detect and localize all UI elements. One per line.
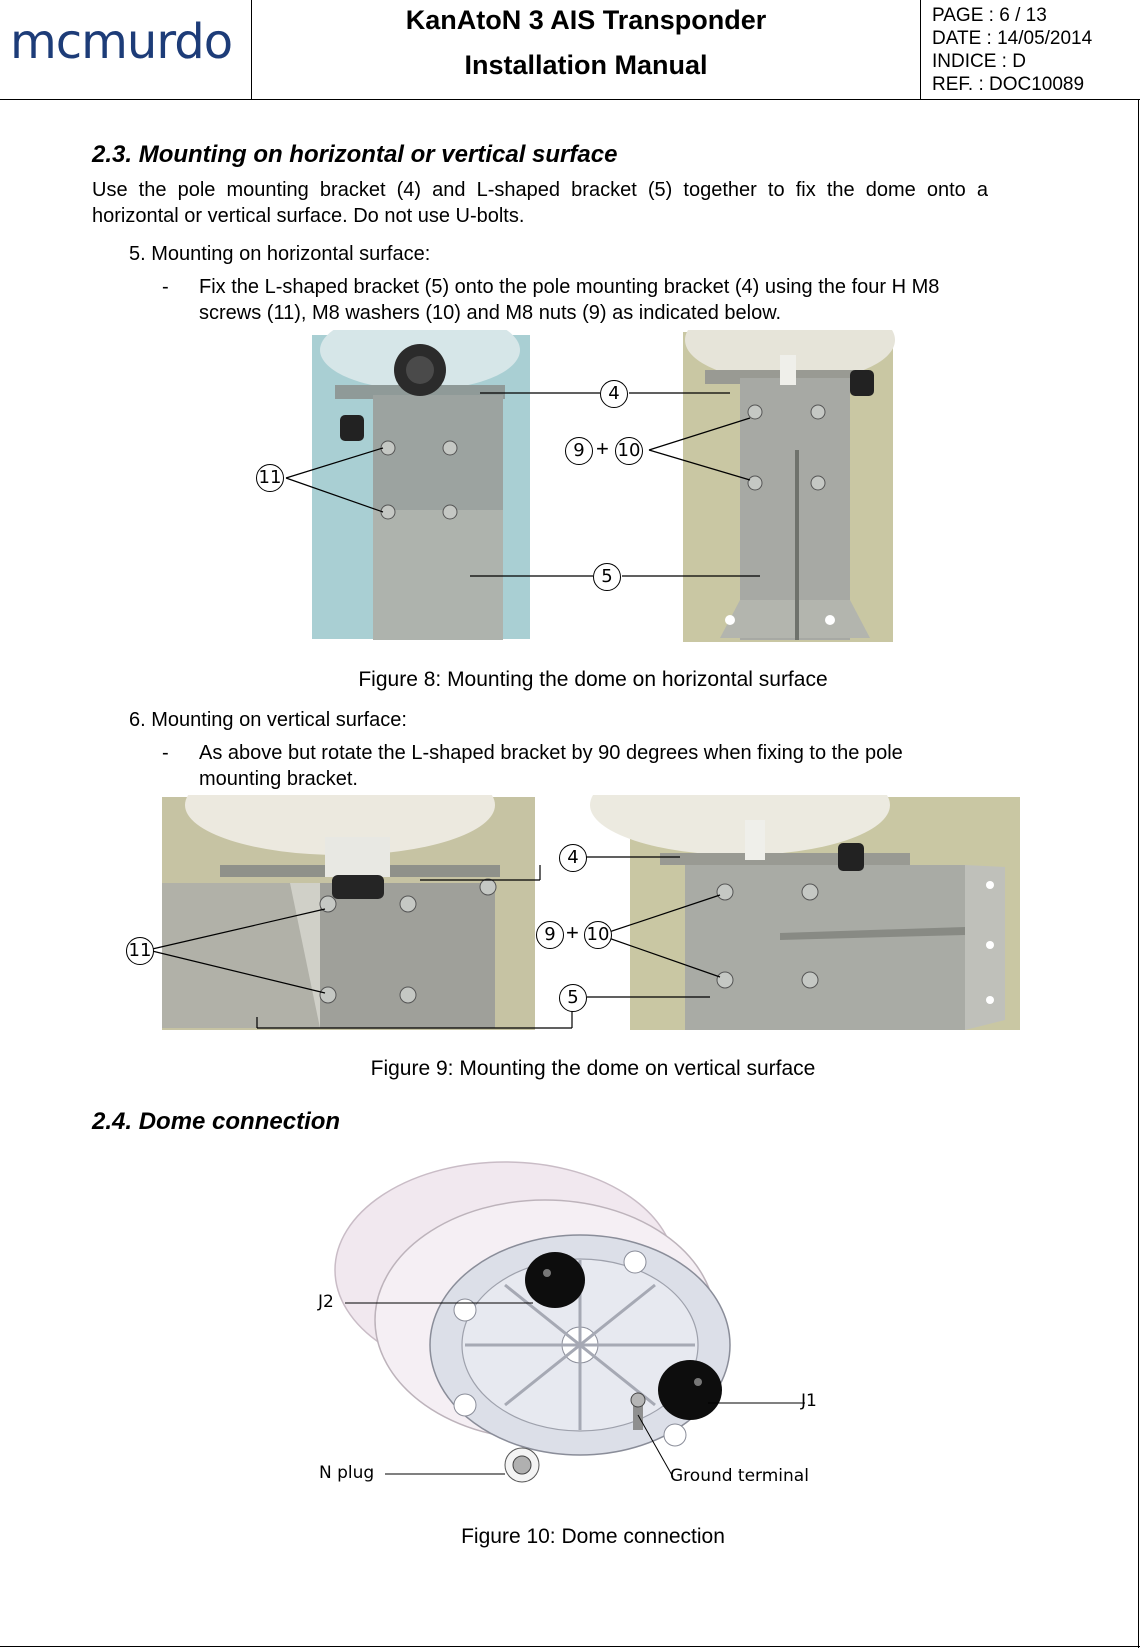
section-heading: 2.3. Mounting on horizontal or vertical surface xyxy=(92,141,618,168)
document-date: DATE : 14/05/2014 xyxy=(932,28,1093,49)
page-header xyxy=(0,0,1140,100)
list-item: 6. Mounting on vertical surface: xyxy=(129,709,407,731)
page-border xyxy=(0,1646,1140,1647)
brand-logo: mcmurdo xyxy=(10,14,233,70)
list-item: 5. Mounting on horizontal surface: xyxy=(129,243,431,265)
figure-9 xyxy=(120,795,1025,1035)
callout-4: 4 xyxy=(600,380,628,408)
figure-8 xyxy=(250,330,900,645)
callout-plus: + xyxy=(566,920,579,945)
subitem-line: As above but rotate the L-shaped bracket by 90 degrees when fixing to the pole xyxy=(199,742,903,764)
document-title: KanAtoN 3 AIS Transponder xyxy=(405,5,767,35)
bullet-dash: - xyxy=(162,276,169,298)
figure-caption: Figure 10: Dome connection xyxy=(461,1525,725,1548)
intro-line: horizontal or vertical surface. Do not use U-bolts. xyxy=(92,205,525,227)
callout-9: 9 xyxy=(565,437,593,465)
callout-plus: + xyxy=(596,436,609,461)
page-number: PAGE : 6 / 13 xyxy=(932,5,1047,26)
intro-paragraph xyxy=(92,177,1088,229)
document-indice: INDICE : D xyxy=(932,51,1026,72)
list-subitem xyxy=(199,274,1079,326)
callout-11: 11 xyxy=(126,937,154,965)
label-j2: J2 xyxy=(318,1292,334,1312)
label-ground-terminal: Ground terminal xyxy=(670,1466,809,1486)
callout-4: 4 xyxy=(559,844,587,872)
section-heading: 2.4. Dome connection xyxy=(92,1108,341,1135)
subitem-line: mounting bracket. xyxy=(199,768,358,790)
callout-10: 10 xyxy=(584,921,612,949)
document-meta xyxy=(932,4,1092,96)
figure-8-illustration xyxy=(250,330,900,645)
label-n-plug: N plug xyxy=(319,1463,375,1483)
intro-line: Use the pole mounting bracket (4) and L-shaped bracket (5) together to fix the dome onto a xyxy=(92,179,989,201)
subitem-line: screws (11), M8 washers (10) and M8 nuts (9) as indicated below. xyxy=(199,302,782,324)
label-j1: J1 xyxy=(801,1391,817,1411)
callout-5: 5 xyxy=(593,563,621,591)
header-rule xyxy=(0,99,1140,100)
callout-5: 5 xyxy=(559,984,587,1012)
document-subtitle: Installation Manual xyxy=(464,50,708,80)
figure-caption: Figure 8: Mounting the dome on horizontal surface xyxy=(358,668,828,691)
list-subitem xyxy=(199,740,1079,792)
page-border xyxy=(1138,100,1139,1648)
document-ref: REF. : DOC10089 xyxy=(932,74,1085,95)
subitem-line: Fix the L-shaped bracket (5) onto the pole mounting bracket (4) using the four H M8 xyxy=(199,276,940,298)
figure-10 xyxy=(315,1150,835,1500)
bullet-dash: - xyxy=(162,742,169,764)
header-divider xyxy=(920,0,921,100)
figure-caption: Figure 9: Mounting the dome on vertical surface xyxy=(370,1057,816,1080)
dome-illustration xyxy=(315,1150,835,1500)
callout-11: 11 xyxy=(256,464,284,492)
callout-9: 9 xyxy=(536,921,564,949)
callout-10: 10 xyxy=(615,437,643,465)
